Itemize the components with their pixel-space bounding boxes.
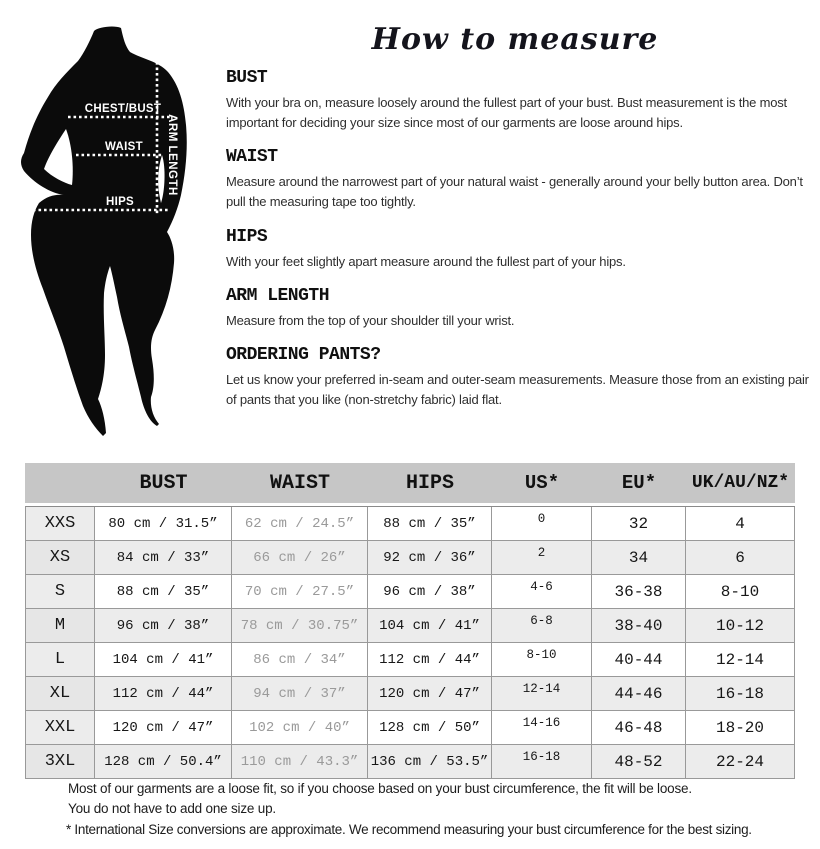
cell-size: XXS [26,507,95,541]
cell-us: 12-14 [492,677,592,711]
table-row [26,507,795,541]
cell-hips: 88 cm / 35” [368,507,492,541]
cell-bust: 112 cm / 44” [95,677,232,711]
cell-us: 2 [492,541,592,575]
cell-hips: 92 cm / 36” [368,541,492,575]
header-us: US* [524,472,560,494]
cell-uk: 12-14 [686,643,795,677]
header-bust: BUST [139,471,188,495]
size-table-body [25,506,795,779]
cell-hips: 112 cm / 44” [368,643,492,677]
section-ordering-pants-body: Let us know your preferred in-seam and outer-seam measurements. Measure those from an existing pair of pants that you like (non-stretchy fabric) laid flat. [226,371,809,407]
header-eu: EU* [621,472,657,494]
hips-label: HIPS [105,196,135,208]
cell-hips: 96 cm / 38” [368,575,492,609]
cell-bust: 84 cm / 33” [95,541,232,575]
cell-waist: 86 cm / 34” [232,643,368,677]
size-chart-header-row [25,463,795,503]
measure-instructions [226,68,818,424]
section-waist-body: Measure around the narrowest part of your natural waist - generally around your belly button area. Don’t pull the measuring tape too tightly. [226,174,803,210]
cell-size: XL [26,677,95,711]
cell-uk: 22-24 [686,745,795,779]
cell-size: 3XL [26,745,95,779]
cell-uk: 18-20 [686,711,795,745]
cell-size: S [26,575,95,609]
cell-size: L [26,643,95,677]
section-hips [226,227,818,272]
header-waist: WAIST [269,471,330,495]
fit-note-line-1: Most of our garments are a loose fit, so if you choose based on your bust circumference, the fit will be loose. [68,781,692,796]
cell-hips: 128 cm / 50” [368,711,492,745]
cell-eu: 48-52 [592,745,686,779]
section-hips-body: With your feet slightly apart measure around the fullest part of your hips. [226,253,626,269]
cell-eu: 46-48 [592,711,686,745]
cell-us: 16-18 [492,745,592,779]
page-title: How to measure [371,22,659,57]
cell-waist: 62 cm / 24.5” [232,507,368,541]
cell-size: XXL [26,711,95,745]
cell-waist: 102 cm / 40” [232,711,368,745]
cell-bust: 120 cm / 47” [95,711,232,745]
cell-eu: 36-38 [592,575,686,609]
table-row [26,609,795,643]
cell-waist: 70 cm / 27.5” [232,575,368,609]
cell-size: M [26,609,95,643]
section-hips-heading: HIPS [226,226,268,247]
table-row [26,541,795,575]
table-row [26,745,795,779]
cell-us: 6-8 [492,609,592,643]
cell-size: XS [26,541,95,575]
cell-bust: 104 cm / 41” [95,643,232,677]
fit-note-line-2: You do not have to add one size up. [68,800,276,816]
cell-us: 14-16 [492,711,592,745]
cell-waist: 66 cm / 26” [232,541,368,575]
cell-waist: 110 cm / 43.3” [232,745,368,779]
cell-uk: 6 [686,541,795,575]
fit-note [68,779,820,818]
section-waist [226,147,818,212]
cell-uk: 16-18 [686,677,795,711]
cell-uk: 4 [686,507,795,541]
cell-hips: 120 cm / 47” [368,677,492,711]
conversion-note: * International Size conversions are approximate. We recommend measuring your bust circumference for the best sizing. [66,822,752,837]
cell-waist: 94 cm / 37” [232,677,368,711]
cell-eu: 38-40 [592,609,686,643]
arm-length-label: ARM LENGTH [166,114,178,196]
cell-bust: 128 cm / 50.4” [95,745,232,779]
header-hips: HIPS [405,471,454,495]
cell-bust: 96 cm / 38” [95,609,232,643]
table-row [26,643,795,677]
cell-us: 4-6 [492,575,592,609]
cell-us: 8-10 [492,643,592,677]
section-waist-heading: WAIST [226,147,278,168]
size-chart-table [25,463,795,779]
cell-waist: 78 cm / 30.75” [232,609,368,643]
cell-uk: 8-10 [686,575,795,609]
cell-hips: 136 cm / 53.5” [368,745,492,779]
cell-uk: 10-12 [686,609,795,643]
cell-hips: 104 cm / 41” [368,609,492,643]
table-row [26,711,795,745]
body-silhouette [21,27,187,436]
section-ordering-pants-heading: ORDERING PANTS? [226,344,381,365]
header-uk-au-nz: UK/AU/NZ* [691,473,790,493]
section-bust-body: With your bra on, measure loosely around the fullest part of your bust. Bust measurement is the most important for deciding your size since most of our garments are loose around hips. [226,95,787,131]
section-ordering-pants [226,345,818,410]
cell-bust: 88 cm / 35” [95,575,232,609]
measurement-figure-illustration [20,25,230,440]
header-size [25,463,95,503]
section-arm-length-body: Measure from the top of your shoulder till your wrist. [226,312,515,328]
table-row [26,575,795,609]
cell-bust: 80 cm / 31.5” [95,507,232,541]
chest-label: CHEST/BUST [84,103,162,115]
section-arm-length-heading: ARM LENGTH [226,285,330,306]
section-bust-heading: BUST [226,68,268,88]
section-bust [226,68,818,133]
section-arm-length [226,286,818,331]
waist-label: WAIST [105,141,143,153]
cell-eu: 44-46 [592,677,686,711]
cell-eu: 34 [592,541,686,575]
cell-us: 0 [492,507,592,541]
cell-eu: 40-44 [592,643,686,677]
cell-eu: 32 [592,507,686,541]
table-row [26,677,795,711]
